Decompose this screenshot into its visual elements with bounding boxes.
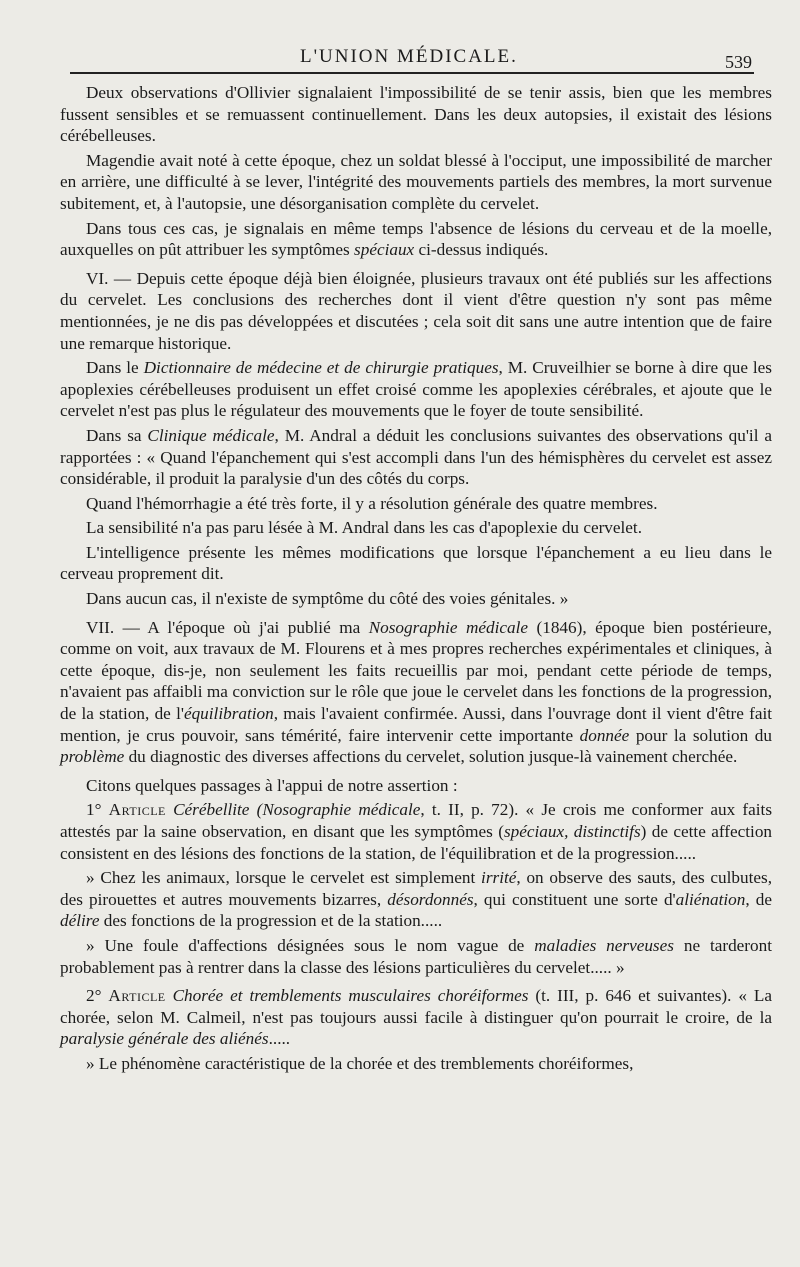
text-run — [166, 800, 173, 819]
text-run: ci-dessus indiqués. — [414, 240, 549, 260]
text-run — [166, 986, 173, 1005]
italic-text: donnée — [579, 725, 630, 745]
text-run: Citons quelques passages à l'appui de notre assertion : — [86, 775, 458, 795]
text-run: Magendie avait noté à cette époque, chez un soldat blessé à l'occiput, une impossibilité de marcher en arrière, une difficulté à se lever, l'intégrité des mouvements partiels des membres, la mort survenue subitement, et, à l'autopsie, une désorganisation complète du cervelet. — [60, 150, 772, 213]
italic-text: maladies nerveuses — [534, 935, 674, 955]
text-run: ..... — [268, 1029, 291, 1049]
paragraph — [60, 82, 772, 147]
italic-text: Clinique médicale — [147, 425, 275, 445]
italic-text: problème — [60, 747, 125, 767]
paragraph — [60, 867, 772, 932]
italic-text: spéciaux — [354, 240, 415, 260]
text-run: , qui constituent une sorte d' — [473, 889, 676, 909]
text-run: Deux observations d'Ollivier signalaient l'impossibilité de se tenir assis, bien que les membres fussent sensibles et se remuassent continuellement. Dans les deux autopsies, il existait des lésions cérébelleuses. — [60, 83, 772, 146]
text-run: Dans aucun cas, il n'existe de symptôme du côté des voies génitales. » — [86, 589, 569, 609]
text-run: » Le phénomène caractéristique de la chorée et des tremblements choréiformes, — [86, 1053, 634, 1073]
paragraph — [60, 517, 772, 539]
paragraph — [60, 799, 772, 864]
paragraph — [60, 935, 772, 978]
italic-text: spéciaux, distinctifs — [503, 822, 641, 841]
text-run: , on observe des sauts, des culbutes, des pirouettes et autres mouvements bizarres, — [60, 868, 772, 909]
italic-text: délire — [60, 911, 100, 931]
text-run: du diagnostic des diverses affections du cervelet, solution jusque-là vainement cherchée. — [124, 747, 738, 767]
running-title: L'UNION MÉDICALE. — [300, 46, 518, 67]
text-run: (1846), époque bien postérieure, comme on voit, aux travaux de M. Flourens et à mes propres recherches expérimentales et cliniques, à cette époque, dis-je, non seulement les faits recueillis par moi, pendant cette période de temps, n'avaient pas affaibli ma conviction sur le rôle que joue le cervelet dans les fonctions de la progression, de la station, de l' — [60, 617, 772, 724]
paragraph — [60, 357, 772, 422]
paragraph — [60, 493, 772, 515]
text-run: , M. Andral a déduit les conclusions suivantes des observations qu'il a rapportées : « Quand l'épanchement qui s'est accompli dans l'un des hémisphères du cervelet est assez considérable, il produit la paralysie d'un des côtés du corps. — [60, 425, 772, 489]
paragraph — [60, 775, 772, 797]
text-run: La sensibilité n'a pas paru lésée à M. Andral dans les cas d'apoplexie du cervelet. — [86, 518, 642, 538]
italic-text: Dictionnaire de médecine et de chirurgie pratiques — [143, 358, 499, 378]
paragraph — [60, 985, 772, 1050]
text-run: Dans sa — [86, 425, 148, 445]
paragraph — [60, 425, 772, 490]
text-run: Quand l'hémorrhagie a été très forte, il y a résolution générale des quatre membres. — [86, 493, 658, 513]
text-run: (t. III, p. 646 et suivantes). « La chorée, selon M. Calmeil, n'est pas toujours aussi facile à distinguer qu'on pourrait le croire, de la — [60, 986, 773, 1027]
text-run: Dans tous ces cas, je signalais en même temps l'absence de lésions du cerveau et de la moelle, auxquelles on pût attribuer les symptômes — [60, 218, 772, 260]
text-run: , t. II, p. 72). « Je crois me conformer aux faits attestés par la saine observation, en disant que les symptômes ( — [60, 800, 773, 841]
text-run: , de — [745, 889, 772, 909]
text-run: , M. Cruveilhier se borne à dire que les apoplexies cérébelleuses produisent un effet croisé comme les apoplexies cérébrales, et ajoute que le cervelet n'est pas plus le régulateur des mouvements que le foyer de toute sensibilité. — [60, 358, 772, 421]
text-run: VII. — A l'époque où j'ai publié ma — [86, 617, 369, 637]
italic-text: équilibration — [183, 704, 274, 724]
text-run: pour la solution du — [629, 725, 772, 745]
running-header — [0, 46, 800, 70]
italic-text: désordonnés — [387, 889, 474, 909]
italic-text: Nosographie médicale — [368, 617, 529, 637]
paragraph — [60, 588, 772, 610]
paragraph — [60, 218, 772, 261]
text-run: » Chez les animaux, lorsque le cervelet est simplement — [86, 868, 482, 888]
text-run: , mais l'avaient confirmée. Aussi, dans l'ouvrage dont il vient d'être fait mention, je crus pouvoir, sans témérité, faire intervenir cette importante — [60, 704, 772, 745]
italic-text: paralysie générale des aliénés — [60, 1029, 269, 1049]
text-run: Dans le — [86, 358, 144, 378]
text-run: 2° — [86, 986, 109, 1006]
text-run: ne tarderont probablement pas à rentrer dans la classe des lésions particulières du cervelet..... » — [60, 935, 772, 977]
italic-text: irrité — [481, 868, 517, 888]
text-run: ) de cette affection consistent en des lésions des fonctions de la station, de l'équilibration et de la progression..... — [60, 822, 773, 863]
text-run: Article — [108, 800, 166, 820]
text-run: » Une foule d'affections désignées sous le nom vague de — [86, 935, 535, 955]
italic-text: Chorée et tremblements musculaires choréiformes — [172, 986, 529, 1006]
italic-text: Cérébellite (Nosographie médicale — [173, 800, 421, 820]
text-run: VI. — Depuis cette époque déjà bien éloignée, plusieurs travaux ont été publiés sur les affections du cervelet. Les conclusions des recherches dont il vient d'être question n'y sont pas même mentionnées, je ne dis pas développées et discutées ; cela soit dit sans une autre intention que de faire une remarque historique. — [60, 268, 772, 353]
paragraph — [60, 268, 772, 354]
text-run: des fonctions de la progression et de la station..... — [99, 911, 443, 931]
paragraph — [60, 542, 772, 585]
page-number: 539 — [725, 52, 752, 72]
text-run: Article — [108, 986, 166, 1006]
italic-text: aliénation — [675, 889, 746, 909]
paragraph — [60, 617, 772, 768]
paragraph — [60, 150, 772, 215]
header-rule — [70, 72, 754, 74]
paragraph — [60, 1053, 772, 1075]
text-run: 1° — [86, 800, 109, 820]
body-text — [60, 82, 772, 1078]
text-run: L'intelligence présente les mêmes modifications que lorsque l'épanchement a eu lieu dans le cerveau proprement dit. — [60, 542, 772, 584]
